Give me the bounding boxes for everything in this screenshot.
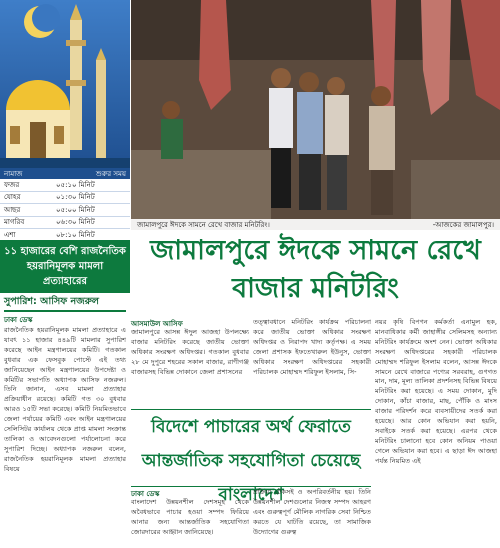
main-story-column-1: জামালপুরে আসন্ন ঈদুল আজহা উপলক্ষ্যে বাজার মনিটরিং করেছে জাতীয় ভোক্তা অধিকার সংরক্ষণ অধিদপ্তর। গতকাল বুধবার ২৮ মে দুপুরে শহরের সকাল বাজার, রাণীগঞ্জ বাজারসহ বিভিন্ন দোকানে জেলা প্রশাসনের [131, 328, 249, 376]
prayer-row [0, 192, 130, 205]
prayer-row [0, 179, 130, 192]
prayer-time: ০৫:০০ মিনিট [56, 205, 95, 214]
prayer-name: আছর [4, 205, 21, 214]
prayer-times-table [0, 168, 130, 238]
photo-caption-bar [131, 219, 500, 231]
main-story-column-2: তত্ত্বাবধানে মনিটরিং কার্যক্রম পরিচালনা করে জাতীয় ভোক্তা অধিকার সংরক্ষণ অধিদপ্তর ও নিরাপদ খাদ্য কর্তৃপক্ষ। এ সময় জেলা প্রশাসক ইফতেখারুল ইউনুস, ভোক্তা অধিকার সংরক্ষণ অধিদপ্তরের সহকারী পরিচালক মোহাম্মদ শরিফুল ইসলাম, সি- [253, 318, 371, 376]
photo-caption: জামালপুরে ঈদকে সামনে রেখে বাজার মনিটরিং। [137, 221, 270, 229]
side-story [0, 240, 130, 475]
box-story-column-1: বাংলাদেশ উন্নয়নশীল দেশসমূহ থেকে অবৈধভাবে পাচার হওয়া সম্পদ ফিরিয়ে আনার জন্য আন্তর্জাতিক সহযোগিতা জোরদারের আহ্বান জানিয়েছে। [131, 498, 249, 536]
side-story-body: রাজনৈতিক হয়রানিমূলক মামলা প্রত্যাহারে এ যাবৎ ১১ হাজার ৪৪৯টি মামলার সুপারিশ করেছে আইন মন্ত্রণালয়ের কমিটি। গতকাল বুধবার এক ফেসবুক পোস্টে এই তথ্য জানিয়েছেন আইন মন্ত্রণালয়ের উপদেষ্টা ও কমিটির সভাপতি অধ্যাপক আসিফ নজরুল। তিনি জানান, এসব মামলা প্রত্যাহার প্রক্রিয়াধীন রয়েছে। কমিটি গত ৩০ বুধবার আরও ১৫টি সভা করেছে। কমিটি নিয়মিতভাবে জেলা পর্যায়ের কমিটি এবং আইন মন্ত্রণালয়ের সেলিসিটর কার্যালয় থেকে প্রাপ্ত মামলা সংক্রান্ত তালিকা ও আবেদনগুলো পর্যালোচনা করে সুপারিশ দিচ্ছে। অধ্যাপক নজরুল বলেন, রাজনৈতিক হয়রানিমূলক মামলা প্রত্যাহার বিষয়ে [4, 326, 126, 473]
prayer-row [0, 204, 130, 217]
side-story-headline: ১১ হাজারের বেশি রাজনৈতিক হয়রানিমূলক মামলা প্রত্যাহারের [0, 240, 130, 293]
box-story-byline: ঢাকা ডেস্ক [131, 490, 160, 498]
prayer-name: যোহর [4, 193, 21, 202]
prayer-time: ০৬:৩০ মিনিট [56, 218, 95, 227]
main-story-headline: জামালপুরে ঈদকে সামনে রেখে বাজার মনিটরিং [150, 235, 481, 304]
prayer-time: ০১:৩০ মিনিট [56, 193, 95, 202]
prayer-name: এশা [4, 230, 16, 239]
prayer-row [0, 217, 130, 230]
prayer-header-name: নামাজ [4, 169, 23, 178]
prayer-time: ০৫:১০ মিনিট [56, 180, 95, 189]
main-story-byline: আসমাউল আসিফ [131, 320, 183, 328]
prayer-name: মাগরিব [4, 218, 25, 227]
mosque-illustration [0, 0, 130, 168]
box-story-column-2: প্রক্রিয়া টেকসই ও অপরিবর্তনীয় হয়। তিনি উন্নয়নশীল দেশগুলোর নিজস্ব সম্পদ আহরণ এবং গুরুত্বপূর্ণ মৌলিক নাগরিক সেবা নিশ্চিত করতে যে ঘাটতি রয়েছে, তা সামাজিক উদ্যোগের গুরুত্ব [253, 488, 371, 536]
side-story-byline: ঢাকা ডেস্ক [4, 316, 33, 324]
box-story-headline: বিদেশে পাচারের অর্থ ফেরাতে আন্তর্জাতিক সহযোগিতা চেয়েছে বাংলাদেশ [131, 409, 371, 487]
prayer-time: ০৮:১০ মিনিট [56, 230, 95, 239]
market-photo [131, 0, 500, 230]
main-story-column-3: নয়র কৃষি বিপণন কর্মকর্তা এনামুল হক, মানবাধিকার কর্মী জাহাঙ্গীর সেলিমসহ অন্যান্য মনিটরিং কার্যক্রমে অংশ নেন। ভোক্তা অধিকার সংরক্ষণ অধিদপ্তরের সহকারী পরিচালক মোহাম্মদ শরিফুল ইসলাম বলেন, আসন্ন ঈদকে সামনে রেখে বাজারে পণ্যের সরবরাহ, গুণগত মান, দাম, মূল্য তালিকা প্রদর্শনসহ বিভিন্ন বিষয়ে মনিটরিং করা হয়েছে। এ সময় দোকান, মুদি দোকান, কাঁচা বাজার, মাছ, পৌঁকি ও মাংস বাজার পরিদর্শন করে ব্যবসায়ীদের সতর্ক করা হয়েছে। আর কোন অভিযান করা হয়নি, সবাইকে সতর্ক করা হয়েছে। এরপর থেকে মনিটরিং চালানো হবে কোন অনিয়ম পাওয়া গেলে অভিযান করা হবে। এ ছাড়া ঈদ আজহা পর্যন্ত নিয়মিত এই [375, 318, 497, 465]
side-story-subheadline: সুপারিশ: আসিফ নজরুল [4, 296, 100, 307]
prayer-name: ফজর [4, 180, 20, 189]
prayer-header-time: শুরুর সময় [95, 169, 126, 178]
prayer-table-header [0, 168, 130, 179]
photo-credit: -আজকের জামালপুর। [432, 221, 494, 229]
